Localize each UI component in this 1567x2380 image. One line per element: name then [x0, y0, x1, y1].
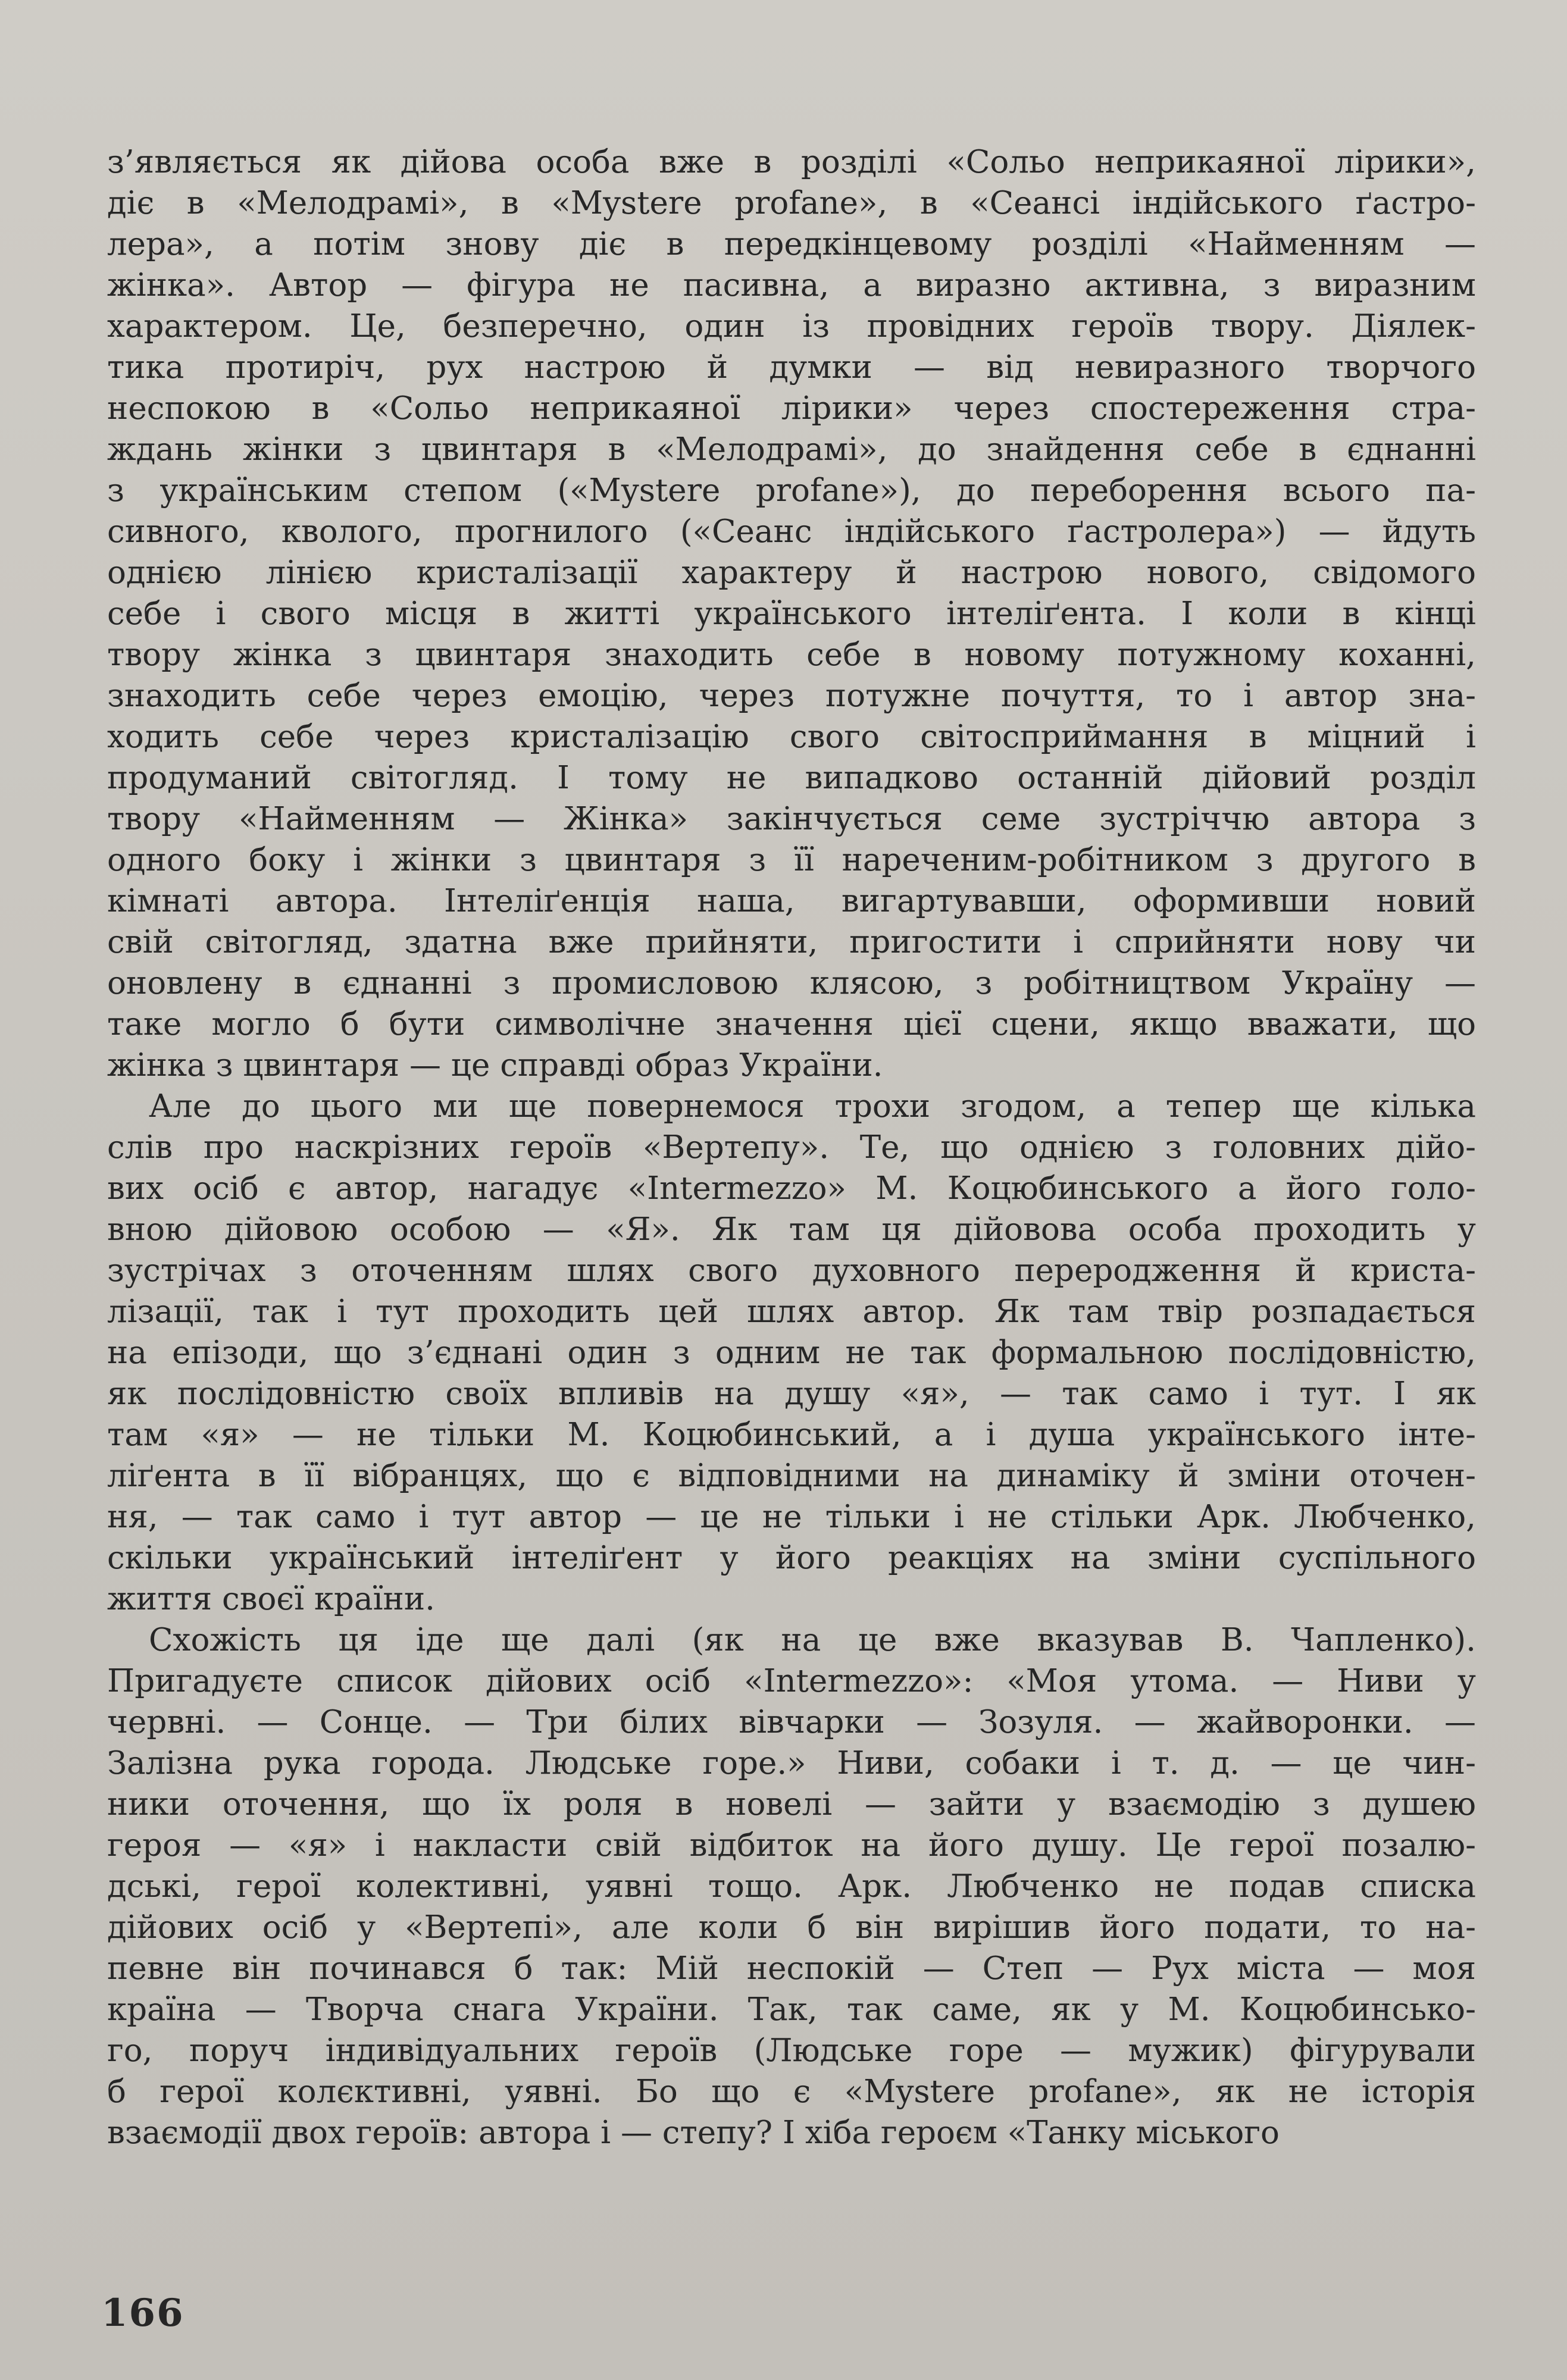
text-line: ники оточення, що їх роля в новелі — зайти у взаємодію з душею	[107, 1786, 1476, 1822]
text-line: з українським степом («Mystere profane»), до переборення всього па-	[107, 472, 1476, 509]
text-line: ня, — так само і тут автор — це не тільки і не стільки Арк. Любченко,	[107, 1499, 1476, 1535]
text-line: ліґента в її вібранцях, що є відповідними на динаміку й зміни оточен-	[107, 1458, 1476, 1494]
text-line: го, поруч індивідуальних героїв (Людське горе — мужик) фігурували	[107, 2033, 1476, 2069]
text-line: кімнаті автора. Інтеліґенція наша, вигартувавши, оформивши новий	[107, 883, 1476, 919]
text-line: взаємодії двох героїв: автора і — степу? І хіба героєм «Танку міського	[107, 2115, 1280, 2151]
text-line: лізації, так і тут проходить цей шлях автор. Як там твір розпадається	[107, 1294, 1476, 1330]
text-line: з’являється як дійова особа вже в розділі «Сольо неприкаяної лірики»,	[107, 144, 1476, 180]
text-line: знаходить себе через емоцію, через потужне почуття, то і автор зна-	[107, 678, 1476, 714]
paragraph	[107, 1086, 1476, 1620]
text-line: ждань жінки з цвинтаря в «Мелодрамі», до знайдення себе в єднанні	[107, 431, 1476, 468]
text-line: як послідовністю своїх впливів на душу «я», — так само і тут. І як	[107, 1376, 1476, 1412]
text-line: Залізна рука города. Людське горе.» Ниви, собаки і т. д. — це чин-	[107, 1745, 1476, 1781]
text-line: сивного, кволого, прогнилого («Сеанс індійського ґастролера») — йдуть	[107, 513, 1476, 550]
text-line: вих осіб є автор, нагадує «Intermezzo» М. Коцюбинського а його голо-	[107, 1170, 1476, 1207]
text-line: Але до цього ми ще повернемося трохи згодом, а тепер ще кілька	[149, 1088, 1476, 1125]
text-line: продуманий світогляд. І тому не випадково останній дійовий розділ	[107, 760, 1476, 796]
text-line: слів про наскрізних героїв «Вертепу». Те, що однією з головних дійо-	[107, 1129, 1476, 1166]
text-line: твору жінка з цвинтаря знаходить себе в новому потужному коханні,	[107, 637, 1476, 673]
text-line: діє в «Мелодрамі», в «Mystere profane», в «Сеансі індійського ґастро-	[107, 185, 1476, 221]
text-line: там «я» — не тільки М. Коцюбинський, а і душа українського інте-	[107, 1417, 1476, 1453]
text-line: одного боку і жінки з цвинтаря з її нареченим-робітником з другого в	[107, 842, 1476, 878]
text-line: Схожість ця іде ще далі (як на це вже вказував В. Чапленко).	[149, 1622, 1476, 1658]
text-line: жінка». Автор — фігура не пасивна, а виразно активна, з виразним	[107, 267, 1476, 303]
text-line: жінка з цвинтаря — це справді образ України.	[107, 1047, 883, 1083]
text-line: лера», а потім знову діє в передкінцевому розділі «Найменням —	[107, 226, 1476, 262]
text-line: б герої колєктивні, уявні. Бо що є «Mystere profane», як не історія	[107, 2074, 1476, 2110]
text-line: свій світогляд, здатна вже прийняти, пригостити і сприйняти нову чи	[107, 924, 1476, 960]
paragraph	[107, 142, 1476, 1086]
text-line: оновлену в єднанні з промисловою клясою, з робітництвом Україну —	[107, 965, 1476, 1001]
text-line: життя своєї країни.	[107, 1581, 436, 1617]
text-line: характером. Це, безперечно, один із провідних героїв твору. Діялек-	[107, 308, 1476, 345]
page-number: 166	[101, 2291, 184, 2335]
text-line: таке могло б бути символічне значення цієї сцени, якщо вважати, що	[107, 1006, 1476, 1042]
text-line: певне він починався б так: Мій неспокій — Степ — Рух міста — моя	[107, 1950, 1476, 1987]
text-line: червні. — Сонце. — Три білих вівчарки — Зозуля. — жайворонки. —	[107, 1704, 1476, 1740]
text-line: дські, герої колективні, уявні тощо. Арк. Любченко не подав списка	[107, 1868, 1476, 1905]
text-line: твору «Найменням — Жінка» закінчується семе зустріччю автора з	[107, 801, 1476, 837]
paragraph	[107, 1620, 1476, 2153]
text-line: на епізоди, що з’єднані один з одним не так формальною послідовністю,	[107, 1335, 1476, 1371]
text-line: ходить себе через кристалізацію свого світосприймання в міцний і	[107, 719, 1476, 755]
text-line: вною дійовою особою — «Я». Як там ця дійовова особа проходить у	[107, 1211, 1476, 1248]
text-line: зустрічах з оточенням шлях свого духовного переродження й криста-	[107, 1252, 1476, 1289]
text-line: дійових осіб у «Вертепі», але коли б він вирішив його подати, то на-	[107, 1909, 1476, 1946]
text-line: країна — Творча снага України. Так, так саме, як у М. Коцюбинсько-	[107, 1991, 1476, 2028]
text-line: тика протиріч, рух настрою й думки — від невиразного творчого	[107, 349, 1476, 386]
text-line: себе і свого місця в житті українського інтеліґента. І коли в кінці	[107, 596, 1476, 632]
text-line: Пригадуєте список дійових осіб «Intermezzo»: «Моя утома. — Ниви у	[107, 1663, 1476, 1699]
text-line: героя — «я» і накласти свій відбиток на його душу. Це герої позалю-	[107, 1827, 1476, 1864]
text-line: однією лінією кристалізації характеру й настрою нового, свідомого	[107, 555, 1476, 591]
text-line: скільки український інтеліґент у його реакціях на зміни суспільного	[107, 1540, 1476, 1576]
text-line: неспокою в «Сольо неприкаяної лірики» через спостереження стра-	[107, 390, 1476, 427]
body-text	[107, 142, 1476, 2153]
